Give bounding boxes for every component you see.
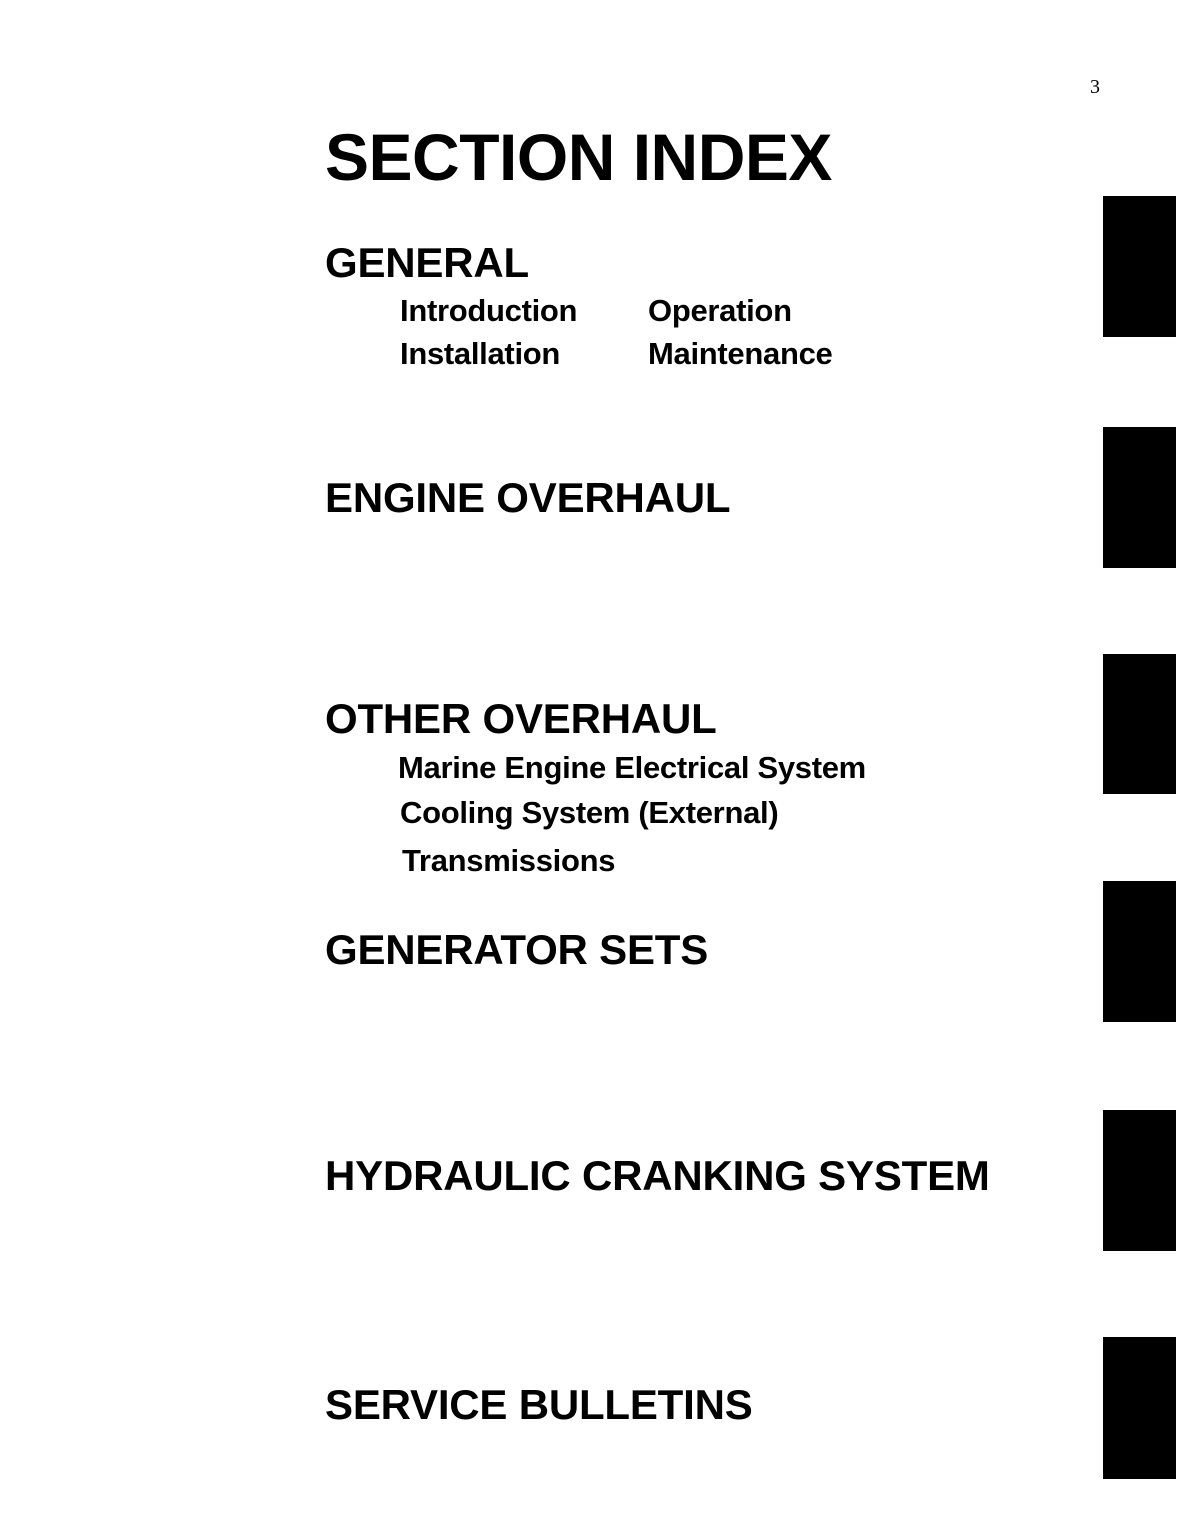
section-item-introduction: Introduction	[400, 293, 578, 328]
section-heading-engine-overhaul: ENGINE OVERHAUL	[325, 474, 731, 521]
section-item-installation: Installation	[400, 336, 561, 371]
tab-marker-hydraulic-cranking-system	[1103, 1110, 1176, 1251]
tab-marker-engine-overhaul	[1103, 427, 1176, 568]
tab-marker-other-overhaul	[1103, 654, 1176, 794]
section-item-maintenance: Maintenance	[648, 336, 833, 371]
page-number: 3	[1090, 76, 1100, 98]
section-heading-generator-sets: GENERATOR SETS	[325, 926, 709, 973]
tab-marker-general	[1103, 196, 1176, 337]
page-title: SECTION INDEX	[325, 120, 832, 194]
section-item-transmissions: Transmissions	[402, 843, 616, 878]
section-heading-other-overhaul: OTHER OVERHAUL	[325, 695, 717, 742]
section-heading-service-bulletins: SERVICE BULLETINS	[325, 1381, 753, 1428]
section-item-marine-engine-electrical-system: Marine Engine Electrical System	[398, 750, 866, 785]
tab-marker-generator-sets	[1103, 881, 1176, 1022]
section-heading-hydraulic-cranking-system: HYDRAULIC CRANKING SYSTEM	[325, 1152, 990, 1199]
tab-marker-service-bulletins	[1103, 1337, 1176, 1479]
section-item-operation: Operation	[648, 293, 792, 328]
section-heading-general: GENERAL	[325, 239, 529, 286]
section-item-cooling-system: Cooling System (External)	[400, 795, 779, 830]
